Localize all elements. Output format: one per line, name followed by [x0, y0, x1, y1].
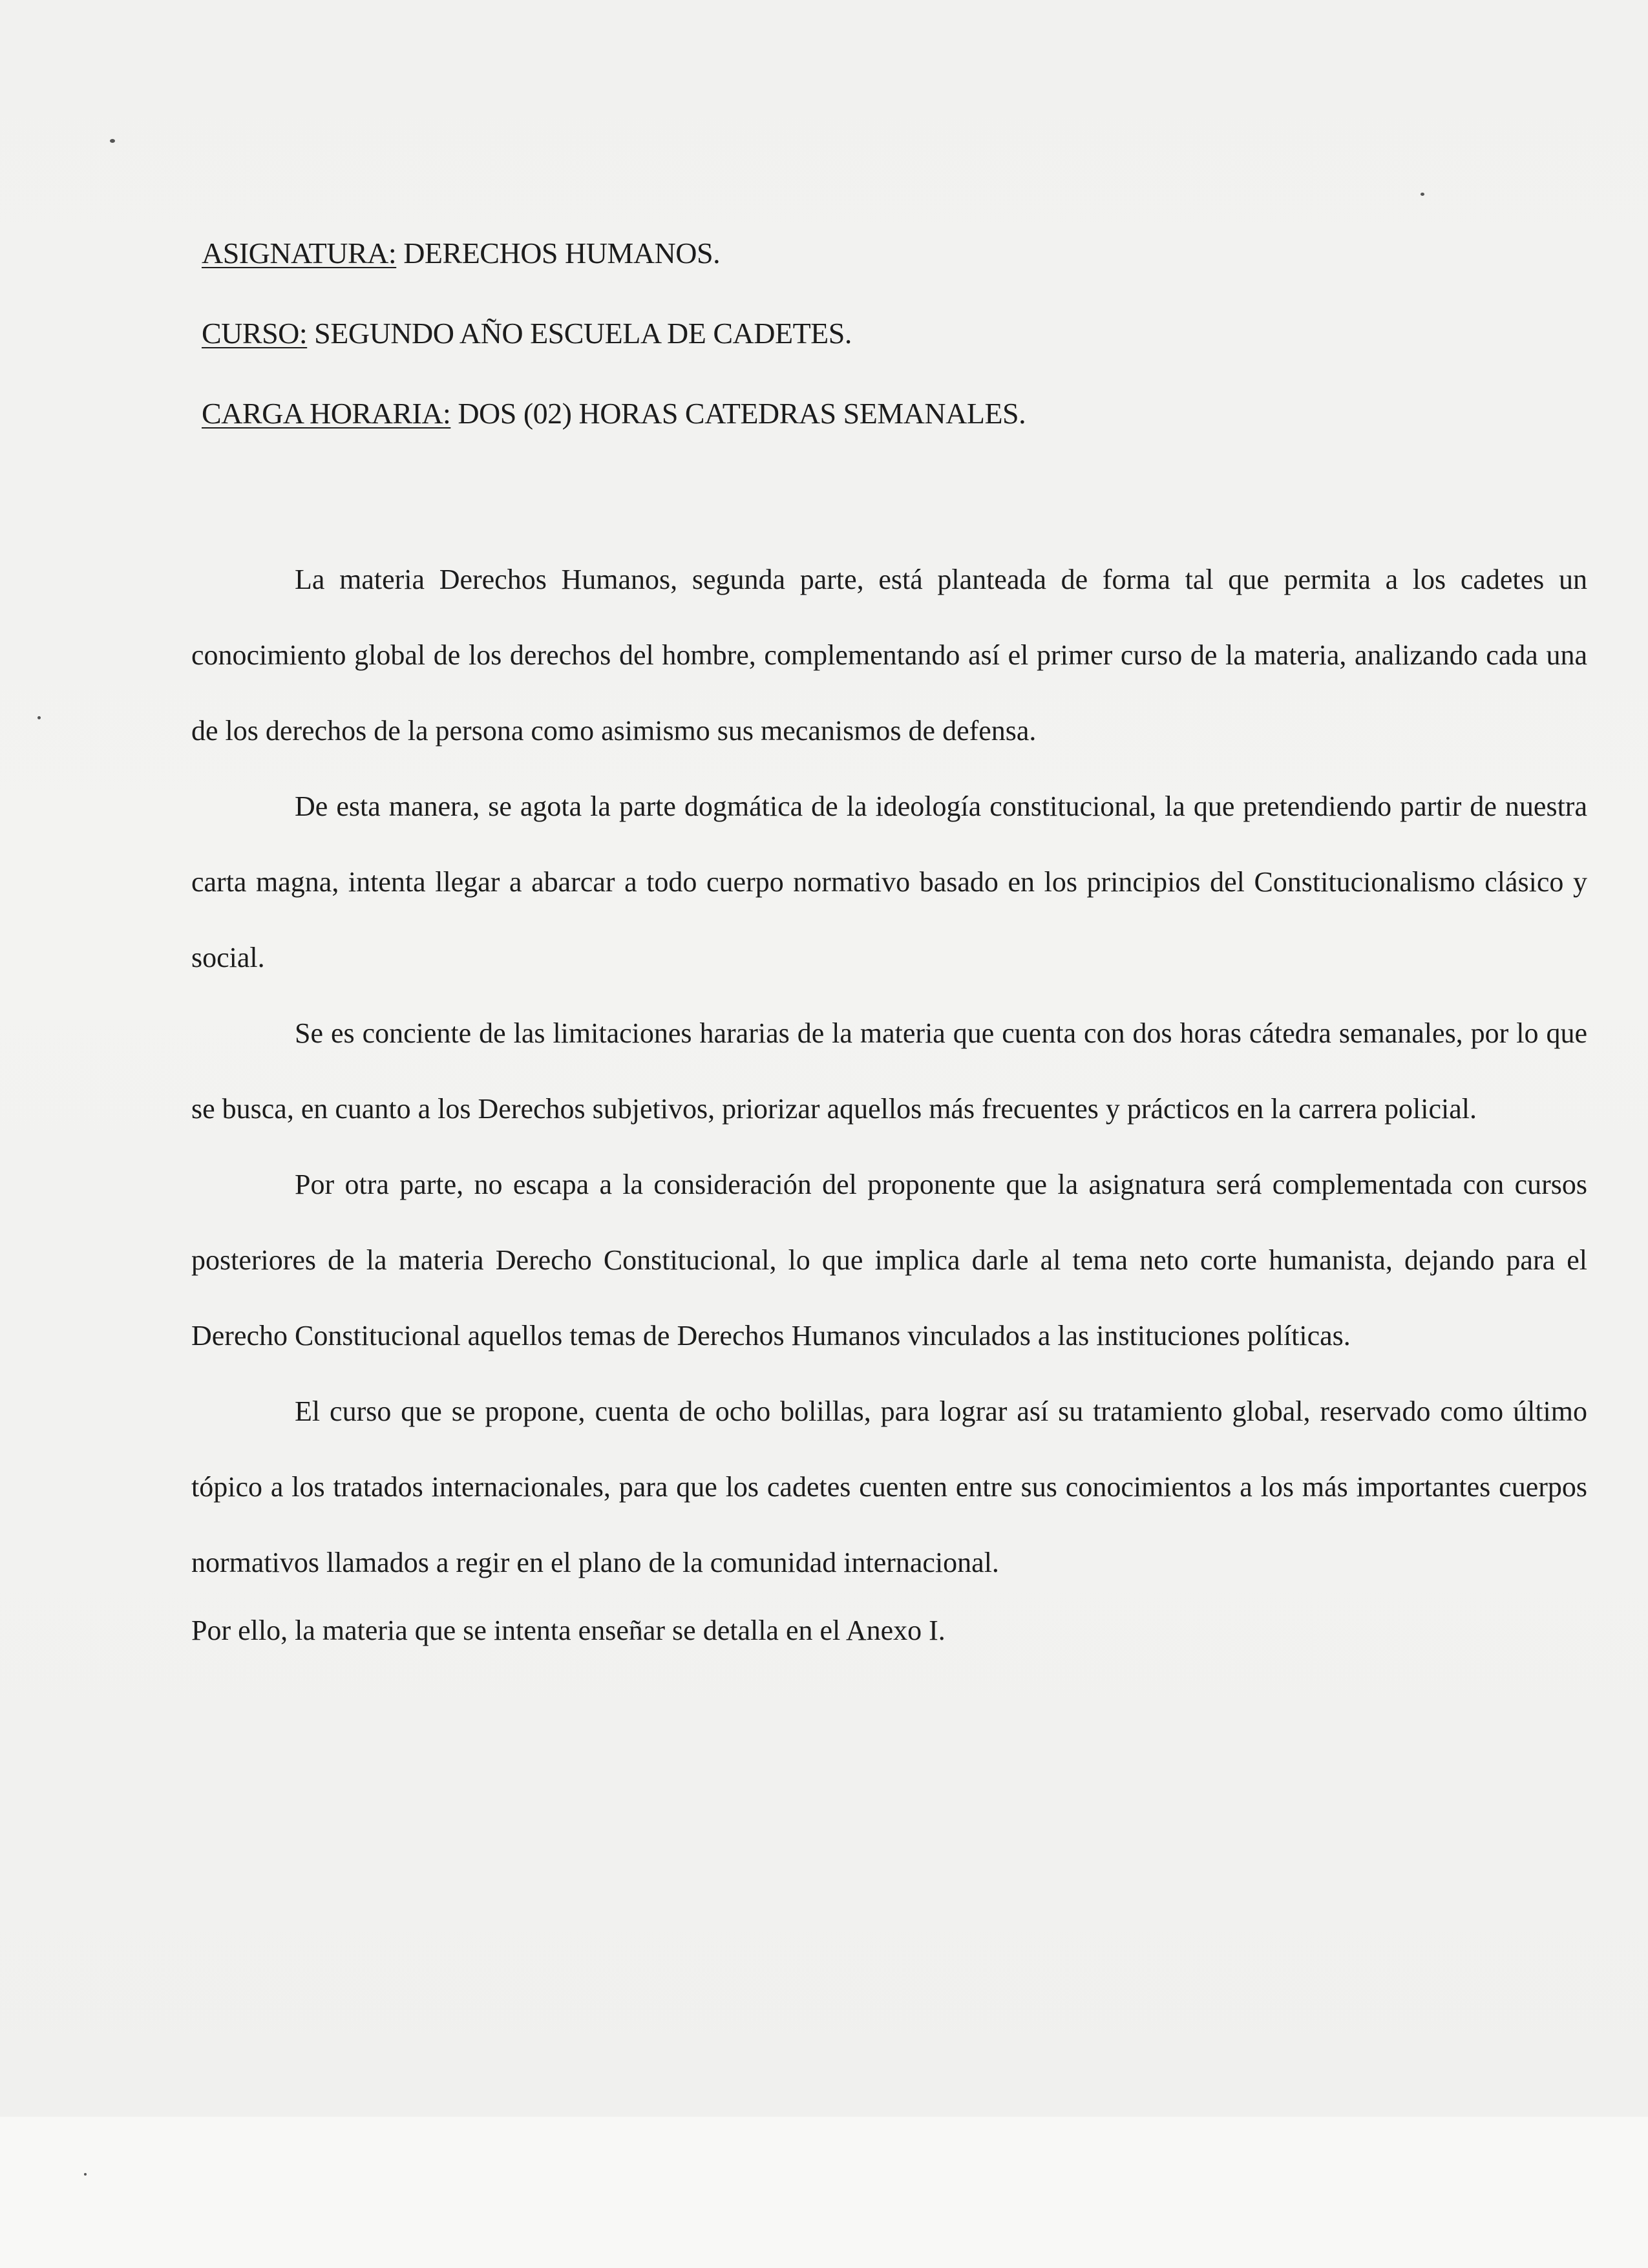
paragraph-course-structure: El curso que se propone, cuenta de ocho bolillas, para lograr así su tratamiento global, reservado como último tópico a los tratados internacionales, para que los cadetes cuenten entre sus conocimientos a los más importantes cuerpos normativos llamados a regir en el plano de la comunidad internacional.	[191, 1395, 1587, 1578]
course-label: CURSO:	[202, 317, 308, 350]
workload-value: DOS (02) HORAS CATEDRAS SEMANALES.	[450, 397, 1026, 430]
subject-value: DERECHOS HUMANOS.	[396, 237, 721, 270]
paragraph-dogmatic: De esta manera, se agota la parte dogmática de la ideología constitucional, la que pretendiendo partir de nuestra carta magna, intenta llegar a abarcar a todo cuerpo normativo basado en los principios del Constitucionalismo clásico y social.	[191, 790, 1587, 973]
paragraph-annex-reference: Por ello, la materia que se intenta enseñar se detalla en el Anexo I.	[191, 1615, 945, 1646]
course-header	[202, 234, 1494, 474]
scan-speck	[84, 2173, 87, 2176]
scan-speck	[1421, 193, 1424, 196]
scan-speck	[37, 716, 41, 719]
course-value: SEGUNDO AÑO ESCUELA DE CADETES.	[307, 317, 852, 350]
paragraph-complement: Por otra parte, no escapa a la consideración del proponente que la asignatura será complementada con cursos posteriores de la materia Derecho Constitucional, lo que implica darle al tema neto corte humanista, dejando para el Derecho Constitucional aquellos temas de Derechos Humanos vinculados a las instituciones políticas.	[191, 1169, 1587, 1351]
scan-speck	[110, 139, 115, 143]
subject-label: ASIGNATURA:	[202, 237, 397, 270]
paragraph-limitations: Se es conciente de las limitaciones hararias de la materia que cuenta con dos horas cátedra semanales, por lo que se busca, en cuanto a los Derechos subjetivos, priorizar aquellos más frecuentes y prácticos en la carrera policial.	[191, 1017, 1587, 1125]
scan-margin	[0, 2117, 1648, 2268]
workload-label: CARGA HORARIA:	[202, 397, 451, 430]
document-body	[191, 542, 1587, 1668]
paragraph-introduction: La materia Derechos Humanos, segunda parte, está planteada de forma tal que permita a los cadetes un conocimiento global de los derechos del hombre, complementando así el primer curso de la materia, analizando cada una de los derechos de la persona como asimismo sus mecanismos de defensa.	[191, 564, 1587, 747]
course-line	[202, 314, 1494, 353]
workload-line	[202, 394, 1494, 433]
subject-line	[202, 234, 1494, 273]
